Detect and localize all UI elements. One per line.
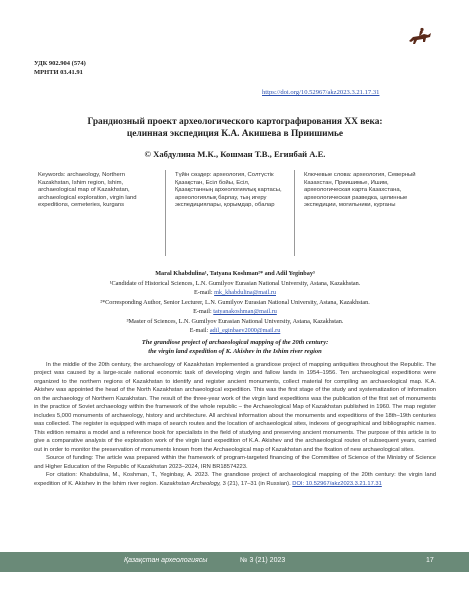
article-title-ru <box>34 116 436 140</box>
petroglyph-rider-icon <box>407 27 433 47</box>
title-ru-line-2: целинная экспедиция К.А. Акишева в Приишимье <box>126 129 344 139</box>
affiliation-2: ²*Corresponding Author, Senior Lecturer, L.N. Gumilyov Eurasian National University, Astana, Kazakhstan. <box>100 298 370 306</box>
footer-issue: № 3 (21) 2023 <box>240 557 286 564</box>
abstract <box>34 361 436 488</box>
email-line-3: E-mail: adil_eginbaev2000@mail.ru <box>189 327 281 334</box>
article-title-en <box>60 338 410 356</box>
email-link-2[interactable]: tatyanakoshman@mail.ru <box>213 308 277 315</box>
citation-doi-link[interactable]: DOI: 10.52967/akz2023.3.21.17.31 <box>292 480 382 487</box>
email-link-3[interactable]: adil_eginbaev2000@mail.ru <box>209 327 281 334</box>
title-ru-line-1: Грандиозный проект археологического картографирования XX века: <box>87 117 383 127</box>
authors-ru: © Хабдулина М.К., Кошман Т.В., Егинбай А.Е. <box>144 149 326 159</box>
udk-code: УДК 902.904 (574) <box>34 60 86 67</box>
email-line-2: E-mail: tatyanakoshman@mail.ru <box>193 308 277 315</box>
page-number: 17 <box>426 557 434 564</box>
column-divider <box>294 170 295 256</box>
authors-en: Maral Khabdulina¹, Tatyana Koshman²* and Adil Yeginbay³ <box>155 270 315 277</box>
keywords-en: Keywords: archaeology, Northern Kazakhstan, Ishim region, Ishim, archaeological map of Kazakhstan, archaeological exploration, virgin land expeditions, cemeteries, kurgans <box>38 172 137 209</box>
page-footer <box>0 552 469 572</box>
mrnti-code: МРНТИ 03.41.91 <box>34 69 83 76</box>
affiliation-3: ³Master of Sciences, L.N. Gumilyov Eurasian National University, Astana, Kazakhstan. <box>126 317 344 325</box>
keywords-ru: Ключевые слова: археология, Северный Казахстан, Приишимье, Ишим, археологическая карта Казахстана, археологическая разведка, целинные экспедиции, могильники, курганы <box>304 172 416 209</box>
keywords-kz: Түйін сөздер: археология, Солтүстік Қазақстан, Есіл бойы, Есіл, Қазақстанның археологиялық картасы, археологиялық барлау, тың игеру экспедициялары, қорымдар, обалар <box>175 172 282 209</box>
classification-codes <box>34 59 86 77</box>
affiliations <box>34 269 436 336</box>
doi-link[interactable]: https://doi.org/10.52967/akz2023.3.21.17.31 <box>262 89 380 96</box>
affiliation-1: ¹Candidate of Historical Sciences, L.N. Gumilyov Eurasian National University, Astana, Kazakhstan. <box>109 279 361 287</box>
citation-paragraph: For citation: Khabdulina, M., Koshman, T., Yeginbay, A. 2023. The grandiose project of archaeological mapping of the 20th century: the virgin land expedition of K. Akishev in the Ishim river region. Kazakhstan Archeology, 3 (21), 17–31 (in Russian). DOI: 10.52967/akz2023.3.21.17.31 <box>34 472 436 487</box>
email-link-1[interactable]: mk_khabdulina@mail.ru <box>214 289 276 296</box>
email-line-1: E-mail: mk_khabdulina@mail.ru <box>194 289 276 296</box>
abstract-paragraph: In the middle of the 20th century, the archaeology of Kazakhstan implemented a grandiose project of mapping antiquities throughout the Republic. The project was caused by a large-scale national economic task of developing virgin and fallow lands in 1954–1956. Ten archaeological expeditions were organized to the northern regions of Kazakhstan to identify and register ancient monuments, collect material for compiling an archaeological map. K.A. Akishev was appointed the head of the North Kazakhstan archaeological expedition. This was the first stage of the study and systematization of information on the archaeology of Northern Kazakhstan. The result of the three-year work of the virgin land expeditions was the publication of the first set of monuments in the practice of Soviet archaeology within the framework of the whole republic – the Archaeological Map of Kazakhstan published in 1960. The map register includes 5,000 monuments of archaeology, history and architecture. All archival information about the monuments and expeditions of the 18th–19th centuries was collected. The register is equipped with maps of search routes and the location of archaeological sites, indexes of geographical and bibliographic names. This edition remains a model and a reference book for specialists in the field of studying and preserving ancient monuments. The purpose of this article is to give a comparative analysis of the exploration work of the virgin land expedition of K.A. Akishev and the archaeological routes of subsequent years, carried out in order to monitor the preservation of monuments known from the Archaeological map of Kazakhstan and the fixation of new archaeological sites. <box>34 362 436 453</box>
title-en-line-1: The grandiose project of archaeological mapping of the 20th century: <box>141 339 329 346</box>
funding-paragraph: Source of funding: The article was prepared within the framework of program-targeted financing of the Committee of Science of the Ministry of Science and Higher Education of the Republic of Kazakhstan 2023–2024, IRN BR18574223. <box>34 455 436 470</box>
column-divider <box>165 170 166 256</box>
footer-journal-name: Қазақстан археологиясы <box>124 557 208 564</box>
title-en-line-2: the virgin land expedition of K. Akishev in the Ishim river region <box>148 348 322 355</box>
citation-journal: Kazakhstan Archeology, <box>159 480 221 487</box>
